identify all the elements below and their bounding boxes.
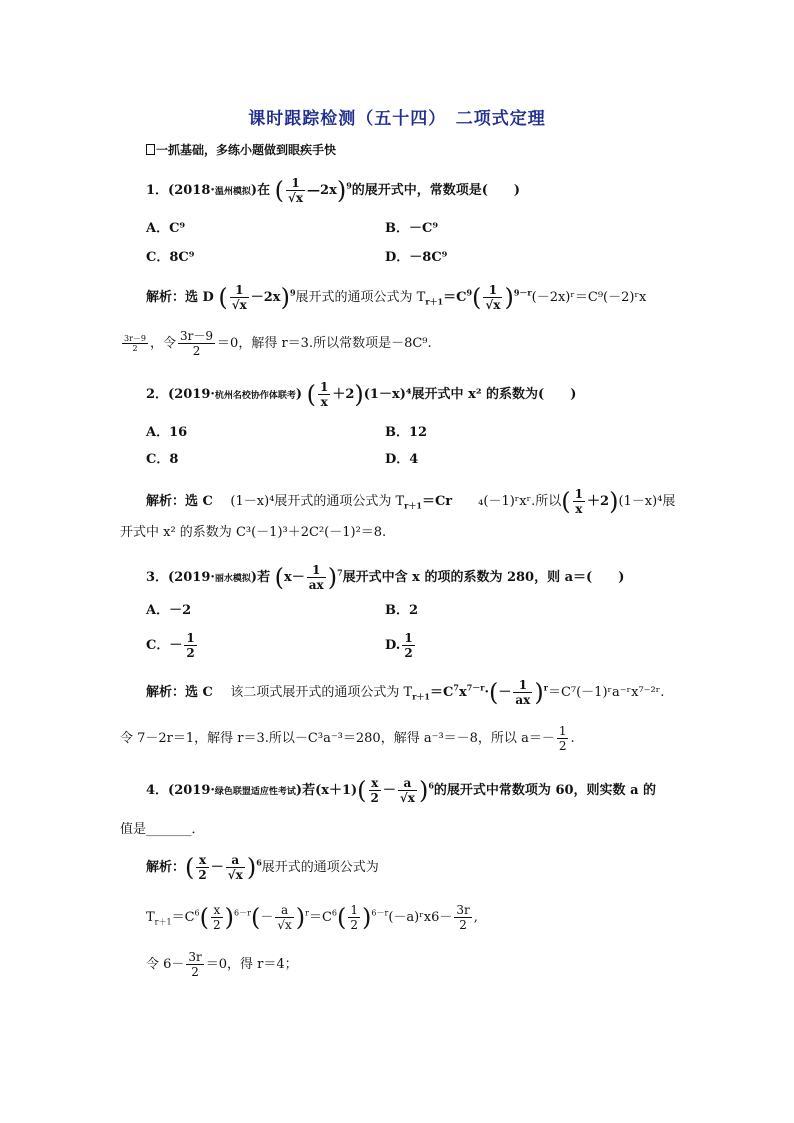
q3-sol-b: 该二项式展开式的通项公式为 T <box>230 685 413 700</box>
q3-option-d-label: D. <box>385 638 401 653</box>
q2-solution-line1: 解析：选 C (1－x)⁴展开式的通项公式为 $T_{r+1}=Cr$ ₄(－1)ʳxʳ.所以( $\frac{1}{x}$ ＋2)(1－x)⁴展 <box>146 487 676 516</box>
q1-option-c[interactable]: C．8C⁹ <box>146 250 195 265</box>
q4-stem: )若(x＋1) <box>295 783 358 798</box>
q1-sol-b: 展开式的通项公式为 T <box>295 290 426 305</box>
paren-right: ) <box>336 176 347 205</box>
q4-sol-f: ＝0，得 r＝4； <box>205 957 298 972</box>
section-label: 一抓基础，多练小题做到眼疾手快 <box>156 143 337 157</box>
section-heading <box>146 141 336 158</box>
checkbox-icon <box>146 144 155 155</box>
q3-option-a[interactable]: A．－2 <box>146 603 192 618</box>
q1-stem: )在 <box>250 183 271 198</box>
q1-sol-d: ，令 <box>150 336 177 351</box>
q1-solution-line2: $\frac{3r-9}{2}$ ，令 $\frac{3r-9}{2}$ ＝0，解得 r＝3.所以常数项是－8C⁹. <box>124 329 432 358</box>
question-3: 3．(2019·丽水模拟)若 (x－ $\frac{1}{ax}$ )$^7$展开式中含 x 的项的系数为 280，则 a＝( ) <box>146 563 625 592</box>
q4-suffix: 的展开式中常数项为 60，则实数 a 的 <box>433 783 657 798</box>
q4-source: 绿色联盟适应性考试 <box>214 787 296 797</box>
q3-solution-line2: 令 7－2r＝1，解得 r＝3.所以－C³a⁻³＝280，解得 a⁻³＝－8，所以 a＝－ $\frac{1}{2}$ . <box>120 724 575 753</box>
q4-sol-e: 令 6－ <box>146 957 185 972</box>
q3-option-d[interactable]: D. $\frac{1}{2}$ <box>385 631 413 660</box>
q1-option-a[interactable]: A．C⁹ <box>146 221 186 236</box>
q3-sol-d: 令 7－2r＝1，解得 r＝3.所以－C³a⁻³＝280，解得 a⁻³＝－8，所以 a＝－ <box>120 731 555 746</box>
paren-left: ( <box>274 176 284 205</box>
question-4: 4．(2019·绿色联盟适应性考试)若(x＋1)( $\frac{x}{2}$ － $\frac{a}{√x}$ )$^6$的展开式中常数项为 60，则实数 a 的 <box>146 776 657 805</box>
fraction: $\frac{1}{√x}$ <box>287 176 304 205</box>
q3-sol-c: ＝C⁷(－1)ʳa⁻ʳx⁷⁻²ʳ. <box>547 685 665 700</box>
q3-prefix: 3．(2019· <box>146 570 215 585</box>
q2-stem: (1－x)⁴展开式中 x² 的系数为( ) <box>363 387 577 402</box>
question-1 <box>146 176 520 205</box>
q1-source: 温州模拟 <box>214 187 251 197</box>
q2-option-b[interactable]: B．12 <box>385 425 428 440</box>
q2-sol-b: (1－x)⁴展开式的通项公式为 T <box>230 494 405 509</box>
q4-prefix: 4．(2019· <box>146 783 215 798</box>
q4-sol-a: 解析： <box>146 860 186 875</box>
q1-power: 9 <box>346 180 352 191</box>
q2-prefix: 2．(2019· <box>146 387 215 402</box>
q2-sol-d: (1－x)⁴展 <box>618 494 676 509</box>
q1-option-b[interactable]: B．－C⁹ <box>385 221 439 236</box>
question-2: 2．(2019·杭州名校协作体联考) ( $\frac{1}{x}$ ＋2)(1－x)⁴展开式中 x² 的系数为( ) <box>146 380 577 409</box>
q2-sol-a: 解析：选 C <box>146 494 213 509</box>
q4-sol-c: T <box>146 910 155 925</box>
q3-option-c-label: C．－ <box>146 638 183 653</box>
q1-solution-line1: 解析：选 D ( $\frac{1}{√x}$ －2x)$^9$展开式的通项公式为 $T_{r+1}=C^9$( $\frac{1}{√x}$ )$^{9-r}$(－2x)ʳ＝C⁹(－2)ʳx <box>146 283 647 312</box>
q2-option-c[interactable]: C．8 <box>146 452 179 467</box>
q3-suffix: 展开式中含 x 的项的系数为 280，则 a＝( ) <box>342 570 625 585</box>
q3-option-b[interactable]: B．2 <box>385 603 419 618</box>
q1-suffix: 的展开式中，常数项是( ) <box>351 183 521 198</box>
page-title: 课时跟踪检测（五十四） 二项式定理 <box>248 109 546 129</box>
q1-sol-e: ＝0，解得 r＝3.所以常数项是－8C⁹. <box>217 336 432 351</box>
q1-sol-a: 解析：选 D <box>146 290 214 305</box>
q3-source: 丽水模拟 <box>214 574 251 584</box>
q3-solution-line1: 解析：选 C 该二项式展开式的通项公式为 $T_{r+1}=C^7x^{7-r}\cdot(-$ $\frac{1}{ax}$ )$^r$＝C⁷(－1)ʳa⁻ʳx⁷⁻²ʳ. <box>146 678 665 707</box>
q2-solution-line2: 开式中 x² 的系数为 C³(－1)³＋2C²(－1)²＝8. <box>120 525 387 540</box>
q2-sol-c: ₄(－1)ʳxʳ.所以 <box>478 494 562 509</box>
q2-option-a[interactable]: A．16 <box>146 425 188 440</box>
q4-sol-b: 展开式的通项公式为 <box>261 860 379 875</box>
q1-prefix: 1．(2018· <box>146 183 215 198</box>
q4-solution-line2: $T_{r+1}=C^6$( $\frac{x}{2}$ )$^{6-r}$(－ $\frac{a}{√x}$ )$^r=C^6$( $\frac{1}{2}$ )$^{6-r}$(－a)ʳx6－ $\frac{3r}{2}$ , <box>146 903 478 932</box>
q4-solution-line3: 令 6－ $\frac{3r}{2}$ ＝0，得 r＝4； <box>146 950 298 979</box>
q1-sol-c: (－2x)ʳ＝C⁹(－2)ʳx <box>531 290 647 305</box>
q1-option-d[interactable]: D．－8C⁹ <box>385 250 448 265</box>
q4-sol-d: (－a)ʳx6－ <box>388 910 453 925</box>
q2-source: 杭州名校协作体联考 <box>214 391 296 401</box>
q1-expr: —2x <box>307 183 337 198</box>
q3-stem: )若 <box>250 570 271 585</box>
question-4-line2: 值是_______． <box>120 822 205 837</box>
q2-option-d[interactable]: D．4 <box>385 452 419 467</box>
q3-sol-a: 解析：选 C <box>146 685 213 700</box>
q3-option-c[interactable]: C．－ $\frac{1}{2}$ <box>146 631 195 660</box>
q4-solution-line1: 解析：( $\frac{x}{2}$ － $\frac{a}{√x}$ )$^6$展开式的通项公式为 <box>146 853 379 882</box>
